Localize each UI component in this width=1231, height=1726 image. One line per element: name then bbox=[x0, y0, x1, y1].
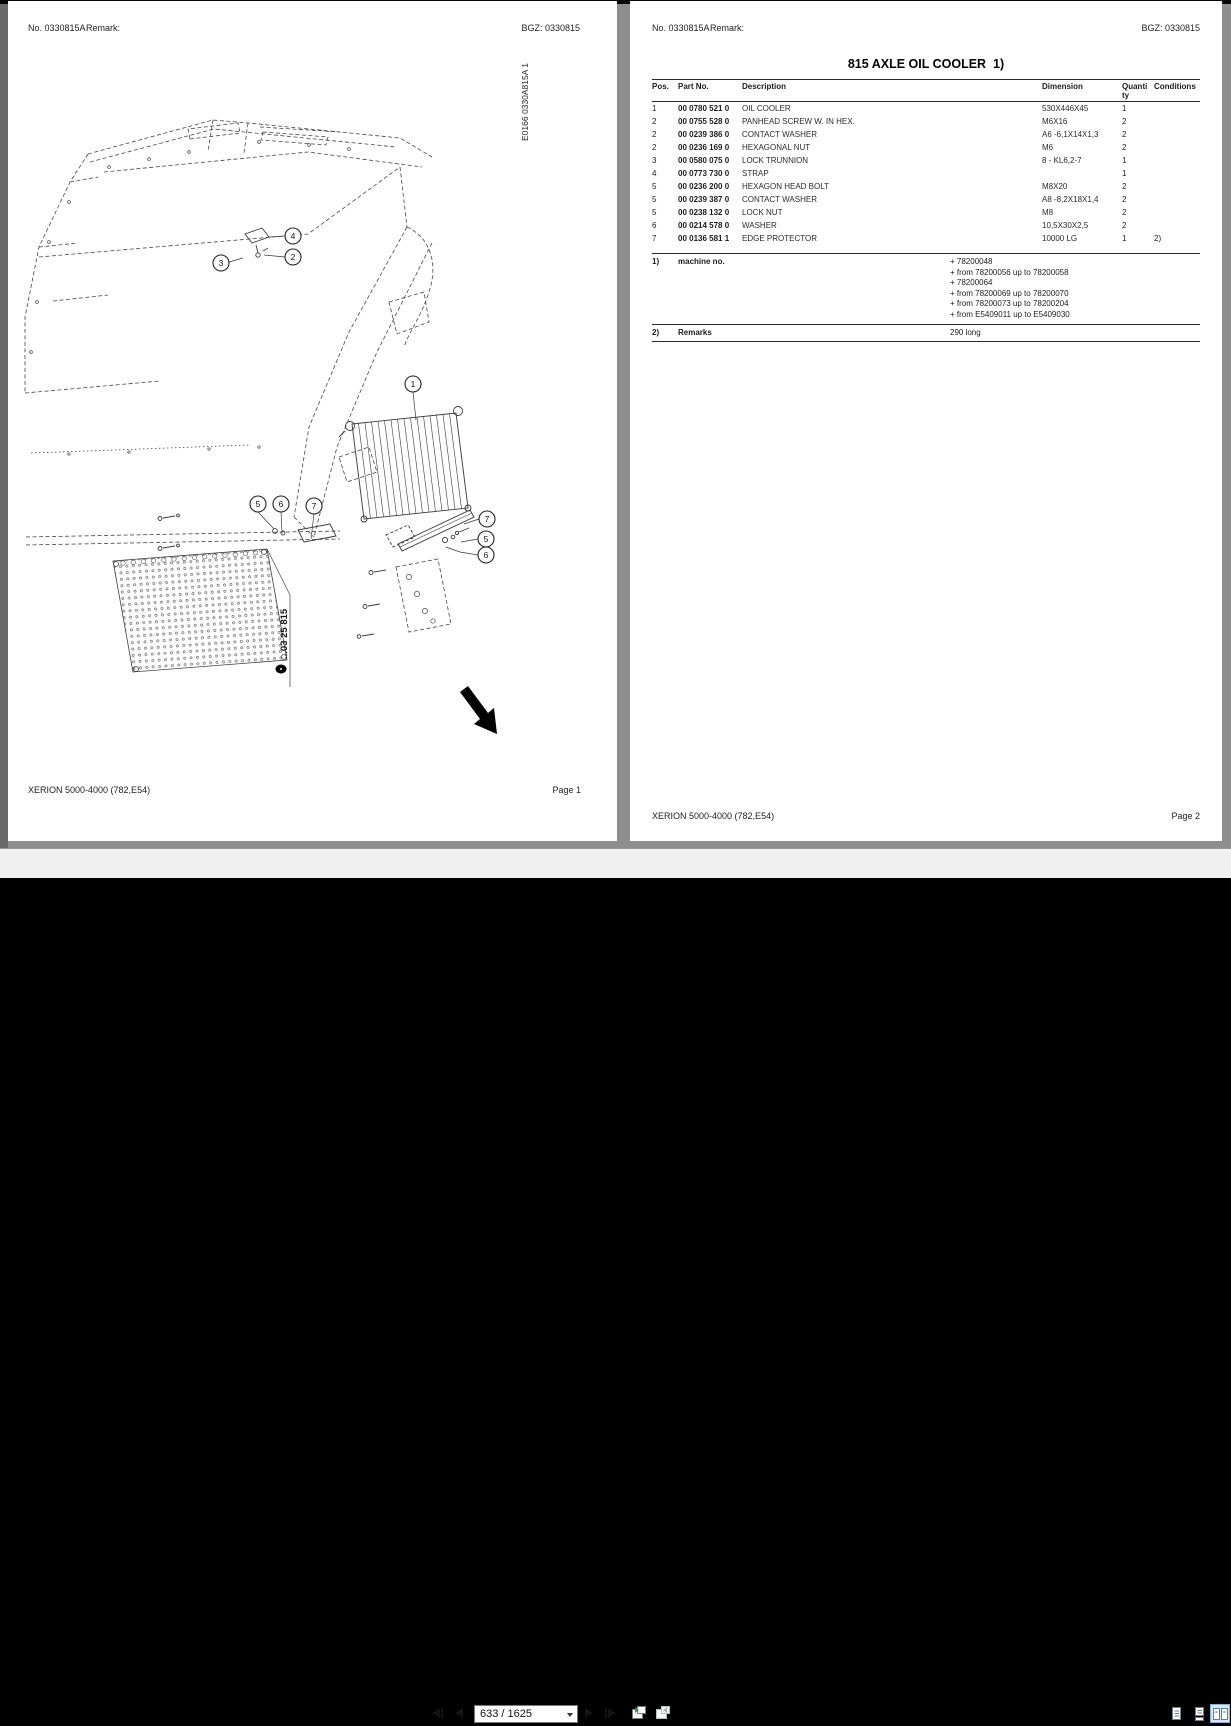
oil-cooler-part bbox=[339, 392, 471, 522]
svg-text:1: 1 bbox=[410, 379, 416, 389]
frame-holes bbox=[30, 141, 436, 624]
continuous-scroll-icon bbox=[1191, 1706, 1207, 1722]
bgz-number: BGZ: 0330815 bbox=[521, 23, 580, 33]
table-row: 1 00 0780 521 0 OIL COOLER 530X446X45 1 bbox=[652, 104, 1127, 113]
remarks-note: 2) Remarks 290 long bbox=[652, 324, 1200, 342]
lock-bracket-parts bbox=[229, 228, 285, 262]
table-header-row bbox=[652, 79, 1200, 102]
next-page-icon bbox=[585, 1708, 593, 1718]
history-forward-icon bbox=[654, 1704, 672, 1721]
callout-balloons bbox=[213, 228, 495, 563]
svg-text:2: 2 bbox=[290, 252, 296, 262]
parts-table bbox=[652, 79, 1200, 245]
facing-pages-icon bbox=[1212, 1706, 1229, 1722]
machine-no-values: + 78200048 + from 78200056 up to 78200058 + 78200064 + from 78200069 up to 78200070 + from 78200073 up to 78200204 + from E5409011 up to E5409030 bbox=[950, 257, 1070, 319]
first-page-icon bbox=[432, 1708, 440, 1718]
table-row: 2 00 0755 528 0 PANHEAD SCREW W. IN HEX. M6X16 2 bbox=[652, 117, 1127, 126]
doc-number: No. 0330815A bbox=[652, 23, 710, 33]
col-dimension: Dimension bbox=[1042, 82, 1083, 91]
exploded-parts-drawing bbox=[8, 1, 617, 841]
last-page-icon bbox=[608, 1708, 616, 1718]
page-left-drawing bbox=[8, 1, 617, 841]
table-row: 5 00 0238 132 0 LOCK NUT M8 2 bbox=[652, 208, 1127, 217]
page-indicator-value: 633 / 1625 bbox=[480, 1708, 532, 1720]
table-row: 3 00 0580 075 0 LOCK TRUNNION 8 - KL6,2-7 1 bbox=[652, 156, 1127, 165]
col-part-no: Part No. bbox=[678, 82, 709, 91]
next-page-button[interactable] bbox=[585, 1706, 593, 1720]
table-row: 7 00 0136 581 1 EDGE PROTECTOR 10000 LG 1 2) bbox=[652, 234, 1162, 243]
svg-text:7: 7 bbox=[484, 514, 490, 524]
stamp-code-text: ...03 25 815 bbox=[279, 608, 290, 659]
facing-pages-view-button[interactable] bbox=[1210, 1704, 1230, 1723]
model-code: XERION 5000-4000 (782,E54) bbox=[652, 811, 775, 821]
direction-arrow bbox=[460, 686, 497, 734]
page-number-combobox[interactable] bbox=[474, 1705, 578, 1723]
col-pos: Pos. bbox=[652, 82, 669, 91]
table-row: 5 00 0239 387 0 CONTACT WASHER A8 -8,2X18X1,4 2 bbox=[652, 195, 1127, 204]
single-page-icon bbox=[1168, 1706, 1184, 1722]
section-title: 815 AXLE OIL COOLER 1) bbox=[847, 57, 1005, 71]
svg-text:7: 7 bbox=[311, 501, 317, 511]
history-back-icon bbox=[630, 1704, 648, 1721]
chevron-down-icon bbox=[567, 1713, 573, 1717]
remark-label: Remark: bbox=[86, 23, 121, 33]
svg-text:3: 3 bbox=[218, 258, 224, 268]
machine-no-note: 1) machine no. + 78200048 + from 78200056 up to 78200058 + 78200064 + from 78200069 up to 78200070 + from 78200073 up to 78200204 + from E5409011 up to E5409030 bbox=[652, 253, 1200, 324]
adjacent-page-edge bbox=[0, 4, 8, 848]
table-row: 4 00 0773 730 0 STRAP 1 bbox=[652, 169, 1127, 178]
svg-text:5: 5 bbox=[483, 534, 489, 544]
single-page-view-button[interactable] bbox=[1166, 1704, 1186, 1723]
bgz-number: BGZ: 0330815 bbox=[1141, 23, 1200, 33]
continuous-view-button[interactable] bbox=[1189, 1704, 1209, 1723]
first-page-button[interactable] bbox=[432, 1706, 443, 1720]
svg-text:5: 5 bbox=[255, 499, 261, 509]
col-quantity: Quanti ty bbox=[1122, 82, 1148, 100]
table-row: 6 00 0214 578 0 WASHER 10,5X30X2,5 2 bbox=[652, 221, 1127, 230]
edge-code-text: E0166 0330A815A 1 bbox=[520, 63, 530, 141]
strap-assembly bbox=[357, 510, 479, 638]
history-back-button[interactable] bbox=[630, 1704, 648, 1721]
doc-number: No. 0330815A bbox=[28, 23, 86, 33]
status-toolbar bbox=[0, 848, 1231, 1720]
col-description: Description bbox=[742, 82, 787, 91]
model-code: XERION 5000-4000 (782,E54) bbox=[28, 785, 151, 795]
previous-page-icon bbox=[455, 1708, 463, 1718]
svg-text:6: 6 bbox=[483, 550, 489, 560]
page-right-parts-list bbox=[630, 1, 1222, 841]
table-row: 5 00 0236 200 0 HEXAGON HEAD BOLT M8X20 2 bbox=[652, 182, 1127, 191]
grille-panel bbox=[113, 549, 290, 687]
footnotes-section bbox=[652, 253, 1200, 342]
svg-text:6: 6 bbox=[278, 499, 284, 509]
page-number: Page 2 bbox=[1171, 811, 1200, 821]
last-page-button[interactable] bbox=[605, 1706, 616, 1720]
page-number: Page 1 bbox=[552, 785, 581, 795]
svg-text:4: 4 bbox=[290, 231, 296, 241]
table-row: 2 00 0236 169 0 HEXAGONAL NUT M6 2 bbox=[652, 143, 1127, 152]
remark-label: Remark: bbox=[710, 23, 745, 33]
history-forward-button[interactable] bbox=[654, 1704, 672, 1721]
previous-page-button[interactable] bbox=[455, 1706, 463, 1720]
table-row: 2 00 0239 386 0 CONTACT WASHER A6 -6,1X14X1,3 2 bbox=[652, 130, 1127, 139]
col-conditions: Conditions bbox=[1154, 82, 1196, 91]
